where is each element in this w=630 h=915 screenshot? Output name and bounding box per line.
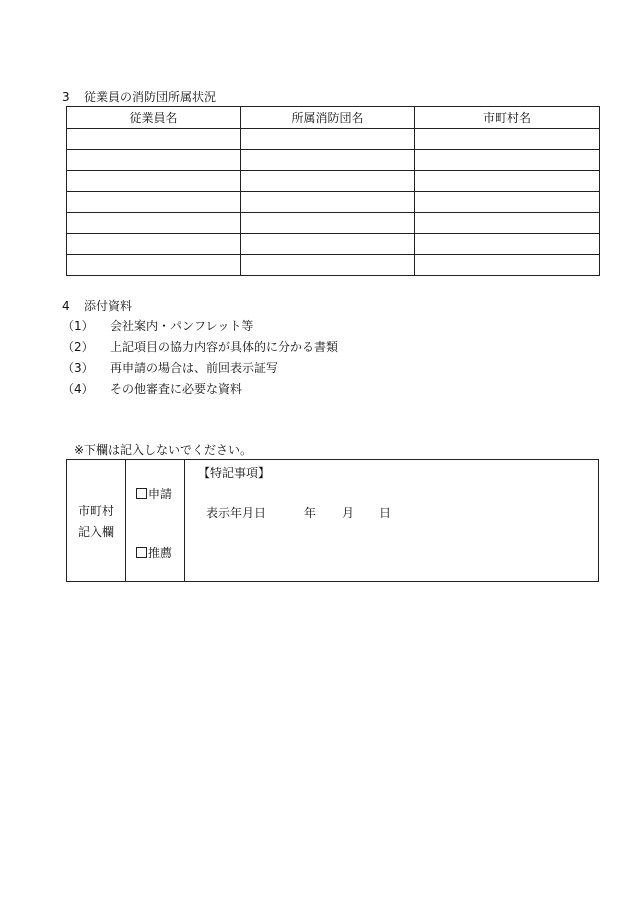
municipality-label [78, 501, 114, 543]
list-item-number: （3） [62, 361, 94, 375]
municipality-cell[interactable] [415, 234, 600, 255]
display-date-line [206, 504, 391, 521]
application-label: 申請 [148, 487, 173, 501]
column-header-employee-name: 従業員名 [67, 107, 241, 129]
list-item-number: （2） [62, 340, 94, 354]
list-item-number: （1） [62, 319, 94, 333]
day-label: 日 [379, 506, 392, 520]
month-label: 月 [342, 506, 355, 520]
municipality-label-line2: 記入欄 [78, 525, 115, 539]
list-item-text: その他審査に必要な資料 [110, 382, 243, 396]
fire-brigade-cell[interactable] [241, 129, 415, 150]
recommendation-label: 推薦 [148, 546, 173, 560]
employee-name-cell[interactable] [67, 255, 241, 276]
employee-fire-brigade-table [66, 106, 600, 276]
table-row [67, 234, 600, 255]
application-checkbox[interactable] [136, 488, 147, 499]
application-option[interactable] [136, 485, 172, 502]
section-4-title: 添付資料 [84, 299, 133, 313]
section-3-title: 従業員の消防団所属状況 [84, 90, 217, 104]
fire-brigade-cell[interactable] [241, 171, 415, 192]
fire-brigade-cell[interactable] [241, 234, 415, 255]
municipality-cell[interactable] [415, 192, 600, 213]
year-label: 年 [304, 506, 317, 520]
employee-name-cell[interactable] [67, 234, 241, 255]
municipality-entry-box [66, 459, 599, 582]
employee-name-cell[interactable] [67, 150, 241, 171]
municipality-label-cell [67, 460, 126, 581]
table-row [67, 171, 600, 192]
special-notes-heading: 【特記事項】 [198, 466, 271, 480]
municipality-cell[interactable] [415, 150, 600, 171]
table-header-row [67, 107, 600, 129]
attachment-list [62, 318, 338, 402]
municipality-cell[interactable] [415, 171, 600, 192]
list-item [62, 339, 338, 360]
section-4-number: 4 [62, 299, 70, 313]
section-3-heading [62, 90, 216, 104]
do-not-fill-note: ※下欄は記入しないでください。 [74, 443, 253, 457]
check-options-cell [126, 460, 185, 581]
fire-brigade-cell[interactable] [241, 213, 415, 234]
employee-name-cell[interactable] [67, 213, 241, 234]
employee-name-cell[interactable] [67, 129, 241, 150]
list-item [62, 360, 338, 381]
list-item-number: （4） [62, 382, 94, 396]
municipality-label-line1: 市町村 [78, 504, 115, 518]
municipality-cell[interactable] [415, 255, 600, 276]
column-header-fire-brigade: 所属消防団名 [241, 107, 415, 129]
section-4-heading [62, 299, 132, 313]
list-item-text: 会社案内・パンフレット等 [110, 319, 254, 333]
table-row [67, 129, 600, 150]
table-row [67, 150, 600, 171]
employee-name-cell[interactable] [67, 171, 241, 192]
fire-brigade-cell[interactable] [241, 150, 415, 171]
municipality-cell[interactable] [415, 213, 600, 234]
list-item [62, 318, 338, 339]
municipality-cell[interactable] [415, 129, 600, 150]
list-item-text: 上記項目の協力内容が具体的に分かる書類 [110, 340, 339, 354]
table-row [67, 192, 600, 213]
section-3-number: 3 [62, 90, 70, 104]
display-date-label: 表示年月日 [206, 506, 267, 520]
recommendation-checkbox[interactable] [136, 547, 147, 558]
table-row [67, 213, 600, 234]
table-row [67, 255, 600, 276]
employee-name-cell[interactable] [67, 192, 241, 213]
recommendation-option[interactable] [136, 544, 172, 561]
fire-brigade-cell[interactable] [241, 192, 415, 213]
column-header-municipality: 市町村名 [415, 107, 600, 129]
list-item-text: 再申請の場合は、前回表示証写 [110, 361, 279, 375]
list-item [62, 381, 338, 402]
fire-brigade-cell[interactable] [241, 255, 415, 276]
